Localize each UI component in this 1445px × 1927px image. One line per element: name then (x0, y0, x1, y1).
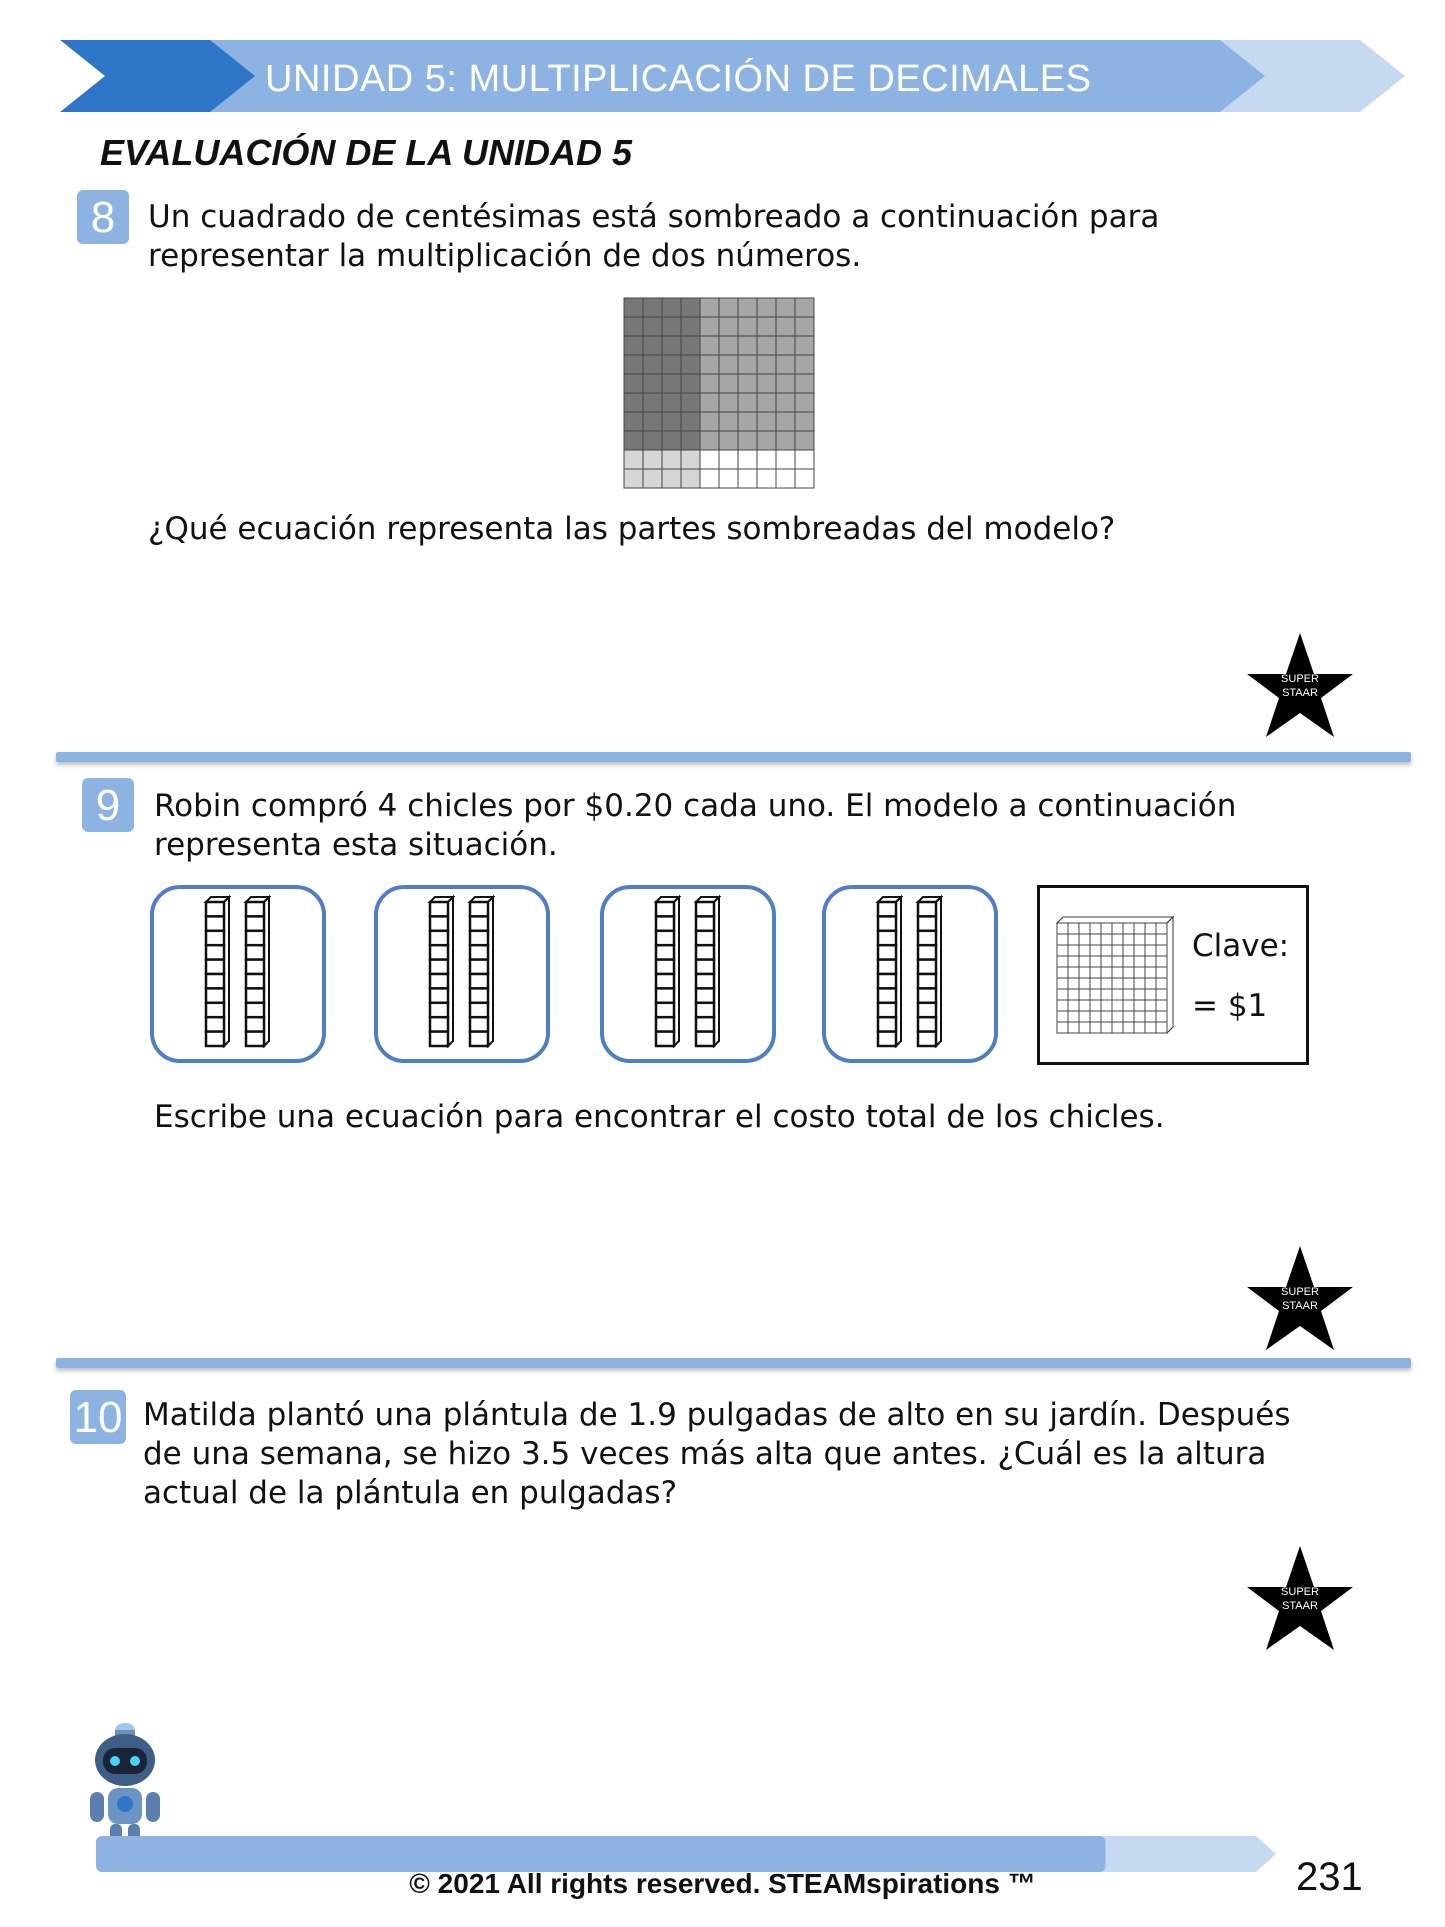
tenth-rod (878, 897, 901, 1046)
badge-line1: SUPER (1281, 1286, 1319, 1298)
footer-bar (96, 1836, 1281, 1872)
super-staar-badge (1245, 1243, 1355, 1357)
flat-grid (1057, 917, 1173, 1033)
tenth-rod (246, 897, 269, 1046)
super-staar-badge (1245, 1543, 1355, 1657)
badge-line2: STAAR (1282, 687, 1318, 699)
badge-line1: SUPER (1281, 1586, 1319, 1598)
question-9-number: 9 (82, 778, 134, 832)
section-divider (56, 1358, 1411, 1368)
question-9-text-line2: representa esta situación. (154, 827, 558, 863)
unit-title: UNIDAD 5: MULTIPLICACIÓN DE DECIMALES (265, 58, 1092, 100)
page-number: 231 (1296, 1855, 1363, 1899)
question-8-text-line2: representar la multiplicación de dos números. (148, 238, 862, 274)
copyright-text: © 2021 All rights reserved. STEAMspirations ™ (409, 1868, 1036, 1899)
tenth-rod (918, 897, 941, 1046)
question-10-text-line2: de una semana, se hizo 3.5 veces más alta que antes. ¿Cuál es la altura (143, 1436, 1267, 1472)
tenth-rod (470, 897, 493, 1046)
question-9-prompt: Escribe una ecuación para encontrar el costo total de los chicles. (154, 1099, 1165, 1135)
question-10-text-line1: Matilda plantó una plántula de 1.9 pulgadas de alto en su jardín. Después (143, 1397, 1291, 1433)
badge-line1: SUPER (1281, 673, 1319, 685)
tenth-rod (430, 897, 453, 1046)
question-8-text-line1: Un cuadrado de centésimas está sombreado a continuación para (148, 199, 1160, 235)
hundred-flat-block (1055, 915, 1175, 1035)
tenth-rod (656, 897, 679, 1046)
question-10-text-line3: actual de la plántula en pulgadas? (143, 1475, 678, 1511)
question-8-prompt: ¿Qué ecuación representa las partes sombreadas del modelo? (148, 511, 1116, 547)
tenth-rod (696, 897, 719, 1046)
question-8-number: 8 (77, 190, 129, 244)
question-10-number: 10 (70, 1390, 126, 1444)
key-title: Clave: (1192, 928, 1290, 964)
badge-line2: STAAR (1282, 1300, 1318, 1312)
section-title: EVALUACIÓN DE LA UNIDAD 5 (100, 132, 633, 173)
tenth-rod (206, 897, 229, 1046)
question-9-text-line1: Robin compró 4 chicles por $0.20 cada uno. El modelo a continuación (154, 788, 1237, 824)
key-value: = $1 (1192, 988, 1268, 1024)
badge-line2: STAAR (1282, 1600, 1318, 1612)
